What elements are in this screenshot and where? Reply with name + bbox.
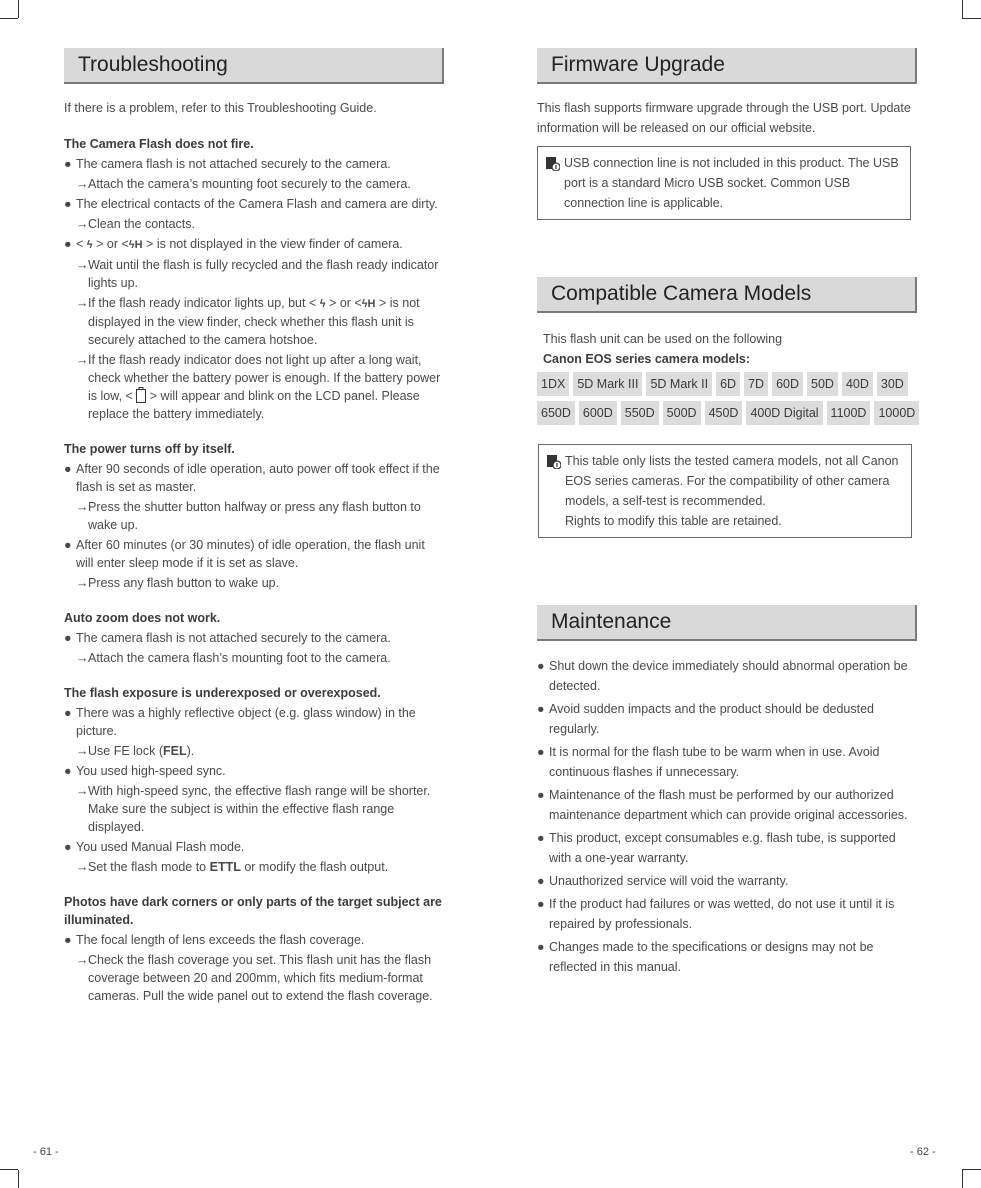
bullet-icon: ●: [64, 462, 72, 476]
bullet-icon: ●: [537, 897, 545, 911]
flash-ready-icon: ϟ: [319, 298, 326, 310]
solution-item: →With high-speed sync, the effective flash range will be shorter. Make sure the subject is within the effective flash range displayed.: [76, 784, 431, 834]
firmware-note: USB connection line is not included in this product. The USB port is a standard Micro USB socket. Common USB connection line is applicable.: [537, 146, 911, 220]
crop-mark: [0, 1169, 18, 1170]
bullet-item: ● You used high-speed sync.: [64, 764, 226, 778]
list-item: ● Unauthorized service will void the warranty.: [537, 871, 917, 891]
crop-mark: [962, 1169, 981, 1170]
arrow-icon: →: [76, 651, 89, 665]
flash-ready-icon: ϟ: [86, 239, 93, 251]
info-note-icon: [546, 157, 560, 171]
models-row-2: [537, 401, 919, 425]
section-heading: The Camera Flash does not fire.: [64, 137, 254, 151]
troubleshooting-title: Troubleshooting: [64, 48, 444, 84]
model-cell: 1100D: [827, 401, 871, 425]
section-heading: Photos have dark corners or only parts of the target subject are illuminated.: [64, 895, 442, 927]
crop-mark: [18, 1170, 19, 1188]
bullet-icon: ●: [537, 659, 545, 673]
bullet-item: ● The camera flash is not attached securely to the camera.: [64, 631, 391, 645]
firmware-title: Firmware Upgrade: [537, 48, 917, 84]
solution-item: →Clean the contacts.: [76, 217, 196, 231]
models-row-1: [537, 372, 908, 396]
bullet-icon: ●: [64, 631, 72, 645]
model-cell: 1000D: [874, 401, 919, 425]
arrow-icon: →: [76, 576, 89, 590]
troubleshooting-column: [64, 48, 444, 1005]
page-number-left: - 61 -: [33, 1146, 59, 1158]
arrow-icon: →: [76, 953, 89, 967]
flash-hss-icon: ϟH: [128, 239, 143, 251]
model-cell: 600D: [579, 401, 617, 425]
firmware-text: This flash supports firmware upgrade through the USB port. Update information will be released on our official website.: [537, 101, 911, 135]
bullet-icon: ●: [537, 788, 545, 802]
model-cell: 500D: [663, 401, 701, 425]
arrow-icon: →: [76, 784, 89, 798]
crop-mark: [18, 0, 19, 18]
bullet-item: ● There was a highly reflective object (e.g. glass window) in the picture.: [64, 706, 416, 738]
arrow-icon: →: [76, 296, 89, 310]
bullet-icon: ●: [64, 538, 72, 552]
solution-item: →If the flash ready indicator does not light up after a long wait, check whether the battery power is enough. If the battery power is low, < > will appear and blink on the LCD panel. Please replace the battery immediately.: [76, 353, 441, 421]
model-cell: 50D: [807, 372, 838, 396]
model-cell: 5D Mark II: [646, 372, 712, 396]
bullet-item: ● The camera flash is not attached securely to the camera.: [64, 157, 391, 171]
solution-item: →Attach the camera’s mounting foot securely to the camera.: [76, 177, 411, 191]
solution-item: →If the flash ready indicator lights up, but < ϟ > or <ϟH > is not displayed in the view finder, check whether this flash unit is securely attached to the camera hotshoe.: [76, 296, 420, 347]
bullet-icon: ●: [537, 940, 545, 954]
list-item: ● Shut down the device immediately should abnormal operation be detected.: [537, 656, 917, 696]
solution-item: →Use FE lock (FEL).: [76, 744, 195, 758]
model-cell: 6D: [716, 372, 740, 396]
bullet-item: ● After 90 seconds of idle operation, auto power off took effect if the flash is set as master.: [64, 462, 440, 494]
bullet-item: ● The electrical contacts of the Camera Flash and camera are dirty.: [64, 197, 438, 211]
model-cell: 450D: [705, 401, 743, 425]
bullet-icon: ●: [64, 157, 72, 171]
page-number-right: - 62 -: [910, 1146, 936, 1158]
bullet-icon: ●: [537, 831, 545, 845]
crop-mark: [962, 1170, 963, 1188]
solution-item: →Check the flash coverage you set. This flash unit has the flash coverage between 20 and 200mm, which fits medium-format cameras. Pull the wide panel out to extend the flash coverage.: [76, 953, 433, 1003]
troubleshooting-intro: If there is a problem, refer to this Troubleshooting Guide.: [64, 101, 377, 115]
compatible-intro: This flash unit can be used on the following Canon EOS series camera models:: [543, 332, 783, 366]
solution-item: →Press any flash button to wake up.: [76, 576, 280, 590]
bullet-icon: ●: [64, 840, 72, 854]
maintenance-title: Maintenance: [537, 605, 917, 641]
compatible-note: This table only lists the tested camera models, not all Canon EOS series cameras. For the compatibility of other camera models, a self-test is recommended. Rights to modify this table are retained.: [538, 444, 912, 538]
arrow-icon: →: [76, 744, 89, 758]
bullet-icon: ●: [64, 933, 72, 947]
bullet-icon: ●: [537, 745, 545, 759]
flash-hss-icon: ϟH: [361, 298, 376, 310]
bullet-icon: ●: [64, 764, 72, 778]
model-cell: 7D: [744, 372, 768, 396]
arrow-icon: →: [76, 217, 89, 231]
section-heading: The power turns off by itself.: [64, 442, 235, 456]
bullet-icon: ●: [537, 874, 545, 888]
bullet-icon: ●: [537, 702, 545, 716]
bullet-item: ● After 60 minutes (or 30 minutes) of idle operation, the flash unit will enter sleep mode if it is set as slave.: [64, 538, 425, 570]
model-cell: 5D Mark III: [573, 372, 642, 396]
bullet-icon: ●: [64, 237, 72, 251]
model-cell: 40D: [842, 372, 873, 396]
arrow-icon: →: [76, 860, 89, 874]
crop-mark: [962, 18, 981, 19]
compatible-title: Compatible Camera Models: [537, 277, 917, 313]
solution-item: →Wait until the flash is fully recycled and the flash ready indicator lights up.: [76, 258, 439, 290]
list-item: ● Avoid sudden impacts and the product should be dedusted regularly.: [537, 699, 917, 739]
solution-item: →Attach the camera flash’s mounting foot to the camera.: [76, 651, 391, 665]
model-cell: 650D: [537, 401, 575, 425]
battery-icon: [136, 387, 146, 403]
bullet-icon: ●: [64, 706, 72, 720]
arrow-icon: →: [76, 353, 89, 367]
model-cell: 550D: [621, 401, 659, 425]
list-item: ● It is normal for the flash tube to be warm when in use. Avoid continuous flashes if unnecessary.: [537, 742, 917, 782]
right-column: [537, 48, 917, 974]
bullet-item: ● < ϟ > or <ϟH > is not displayed in the view finder of camera.: [64, 237, 403, 251]
info-note-icon: [547, 455, 561, 469]
solution-item: →Set the flash mode to ETTL or modify the flash output.: [76, 860, 389, 874]
section-heading: Auto zoom does not work.: [64, 611, 221, 625]
crop-mark: [0, 18, 18, 19]
list-item: ● Maintenance of the flash must be performed by our authorized maintenance department which can provide original accessories.: [537, 785, 917, 825]
list-item: ● If the product had failures or was wetted, do not use it until it is repaired by professionals.: [537, 894, 917, 934]
model-cell: 400D Digital: [746, 401, 822, 425]
maintenance-list: [537, 656, 917, 980]
arrow-icon: →: [76, 258, 89, 272]
section-heading: The flash exposure is underexposed or overexposed.: [64, 686, 381, 700]
list-item: ● Changes made to the specifications or designs may not be reflected in this manual.: [537, 937, 917, 977]
arrow-icon: →: [76, 177, 89, 191]
arrow-icon: →: [76, 500, 89, 514]
bullet-item: ● The focal length of lens exceeds the flash coverage.: [64, 933, 365, 947]
solution-item: →Press the shutter button halfway or press any flash button to wake up.: [76, 500, 421, 532]
bullet-icon: ●: [64, 197, 72, 211]
model-cell: 60D: [772, 372, 803, 396]
crop-mark: [962, 0, 963, 18]
model-cell: 30D: [877, 372, 908, 396]
list-item: ● This product, except consumables e.g. flash tube, is supported with a one-year warranty.: [537, 828, 917, 868]
bullet-item: ● You used Manual Flash mode.: [64, 840, 245, 854]
model-cell: 1DX: [537, 372, 569, 396]
